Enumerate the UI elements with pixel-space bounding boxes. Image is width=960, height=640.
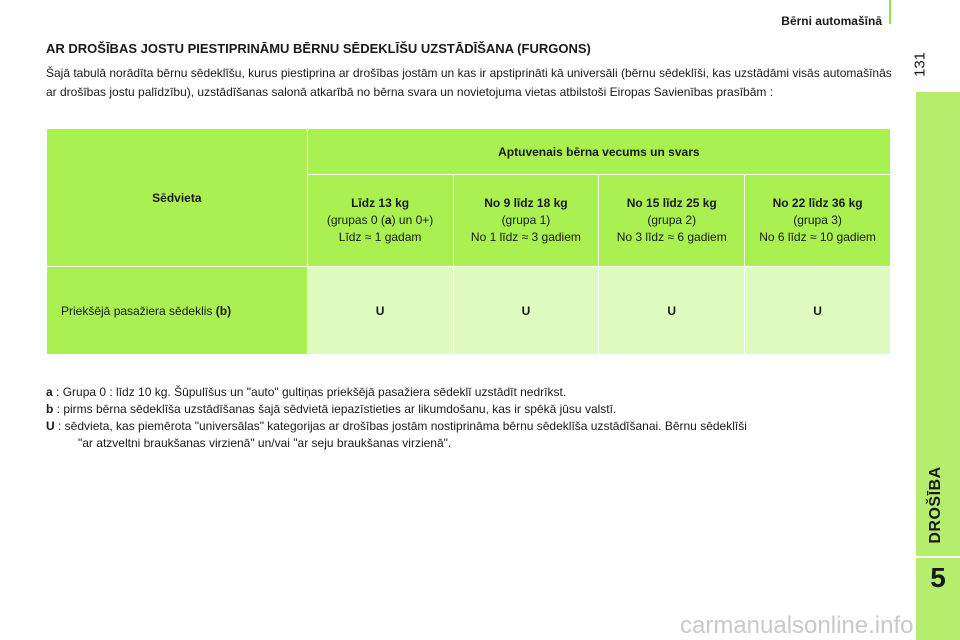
seat-cell: [47, 267, 308, 355]
value-cell: U: [307, 267, 453, 355]
group-2-title: No 15 līdz 25 kg: [626, 196, 717, 210]
group-3-group: (grupa 3): [793, 213, 842, 227]
footnote-b: b : pirms bērna sēdeklīša uzstādīšanas šajā sēdvietā iepazīstieties ar likumdošanu, kas ir spēkā jūsu valstī.: [46, 402, 617, 416]
group-2-age: No 3 līdz ≈ 6 gadiem: [616, 230, 727, 244]
footnotes: [46, 384, 896, 452]
group-0-age: Līdz ≈ 1 gadam: [338, 230, 422, 244]
watermark: carmanualsonline.info: [680, 612, 914, 639]
page-number: [902, 44, 938, 84]
header-accent-line: [889, 0, 891, 24]
chapter-number: 5: [930, 562, 946, 593]
value-cell: U: [599, 267, 745, 355]
footnote-u-continuation: "ar atzveltni braukšanas virzienā" un/vai "ar seju braukšanas virzienā".: [78, 436, 452, 450]
group-0-header: [307, 175, 453, 267]
group-1-title: No 9 līdz 18 kg: [484, 196, 568, 210]
value-cell: U: [745, 267, 891, 355]
chapter-label: [908, 456, 960, 560]
page-number-text: 131: [911, 51, 929, 78]
child-seat-table: [46, 128, 891, 355]
section-title: Bērni automašīnā: [781, 14, 882, 28]
seat-column-header: Sēdvieta: [47, 129, 308, 267]
footnote-a: a : Grupa 0 : līdz 10 kg. Šūpulīšus un "auto" gultiņas priekšējā pasažiera sēdeklī uzstādīt nedrīkst.: [46, 385, 567, 399]
page-title: AR DROŠĪBAS JOSTU PIESTIPRINĀMU BĒRNU SĒDEKLĪŠU UZSTĀDĪŠANA (FURGONS): [46, 41, 591, 56]
group-3-title: No 22 līdz 36 kg: [772, 196, 863, 210]
group-2-header: [599, 175, 745, 267]
group-0-title: Līdz 13 kg: [351, 196, 410, 210]
group-0-group: (grupas 0 (a) un 0+): [326, 213, 434, 227]
group-3-age: No 6 līdz ≈ 10 gadiem: [759, 230, 876, 244]
group-2-group: (grupa 2): [647, 213, 697, 227]
group-1-group: (grupa 1): [501, 213, 551, 227]
seat-mark: (b): [215, 303, 232, 318]
seat-name: Priekšējā pasažiera sēdeklis: [61, 303, 213, 318]
chapter-divider: [916, 556, 960, 558]
age-weight-header: Aptuvenais bērna vecums un svars: [307, 129, 890, 175]
group-1-header: [453, 175, 599, 267]
chapter-label-text: DROŠĪBA: [927, 466, 944, 544]
group-1-age: No 1 līdz ≈ 3 gadiem: [470, 230, 581, 244]
table-row: [47, 267, 891, 355]
value-cell: U: [453, 267, 599, 355]
group-3-header: [745, 175, 891, 267]
footnote-u: U : sēdvieta, kas piemērota "universālas" kategorijas ar drošības jostām nostiprināma bērnu sēdeklīša uzstādīšanai. Bērnu sēdeklīši: [46, 419, 747, 433]
intro-paragraph: Šajā tabulā norādīta bērnu sēdeklīšu, kurus piestiprina ar drošības jostām un kas ir apstiprināti kā universāli (bērnu sēdeklīši, kas uzstādāmi visās automašīnās ar drošības jostu palīdzību), uzstādīšanas salonā atkarībā no bērna svara un novietojuma vietas atbilstoši Eiropas Savienības prasībām :: [46, 66, 892, 99]
